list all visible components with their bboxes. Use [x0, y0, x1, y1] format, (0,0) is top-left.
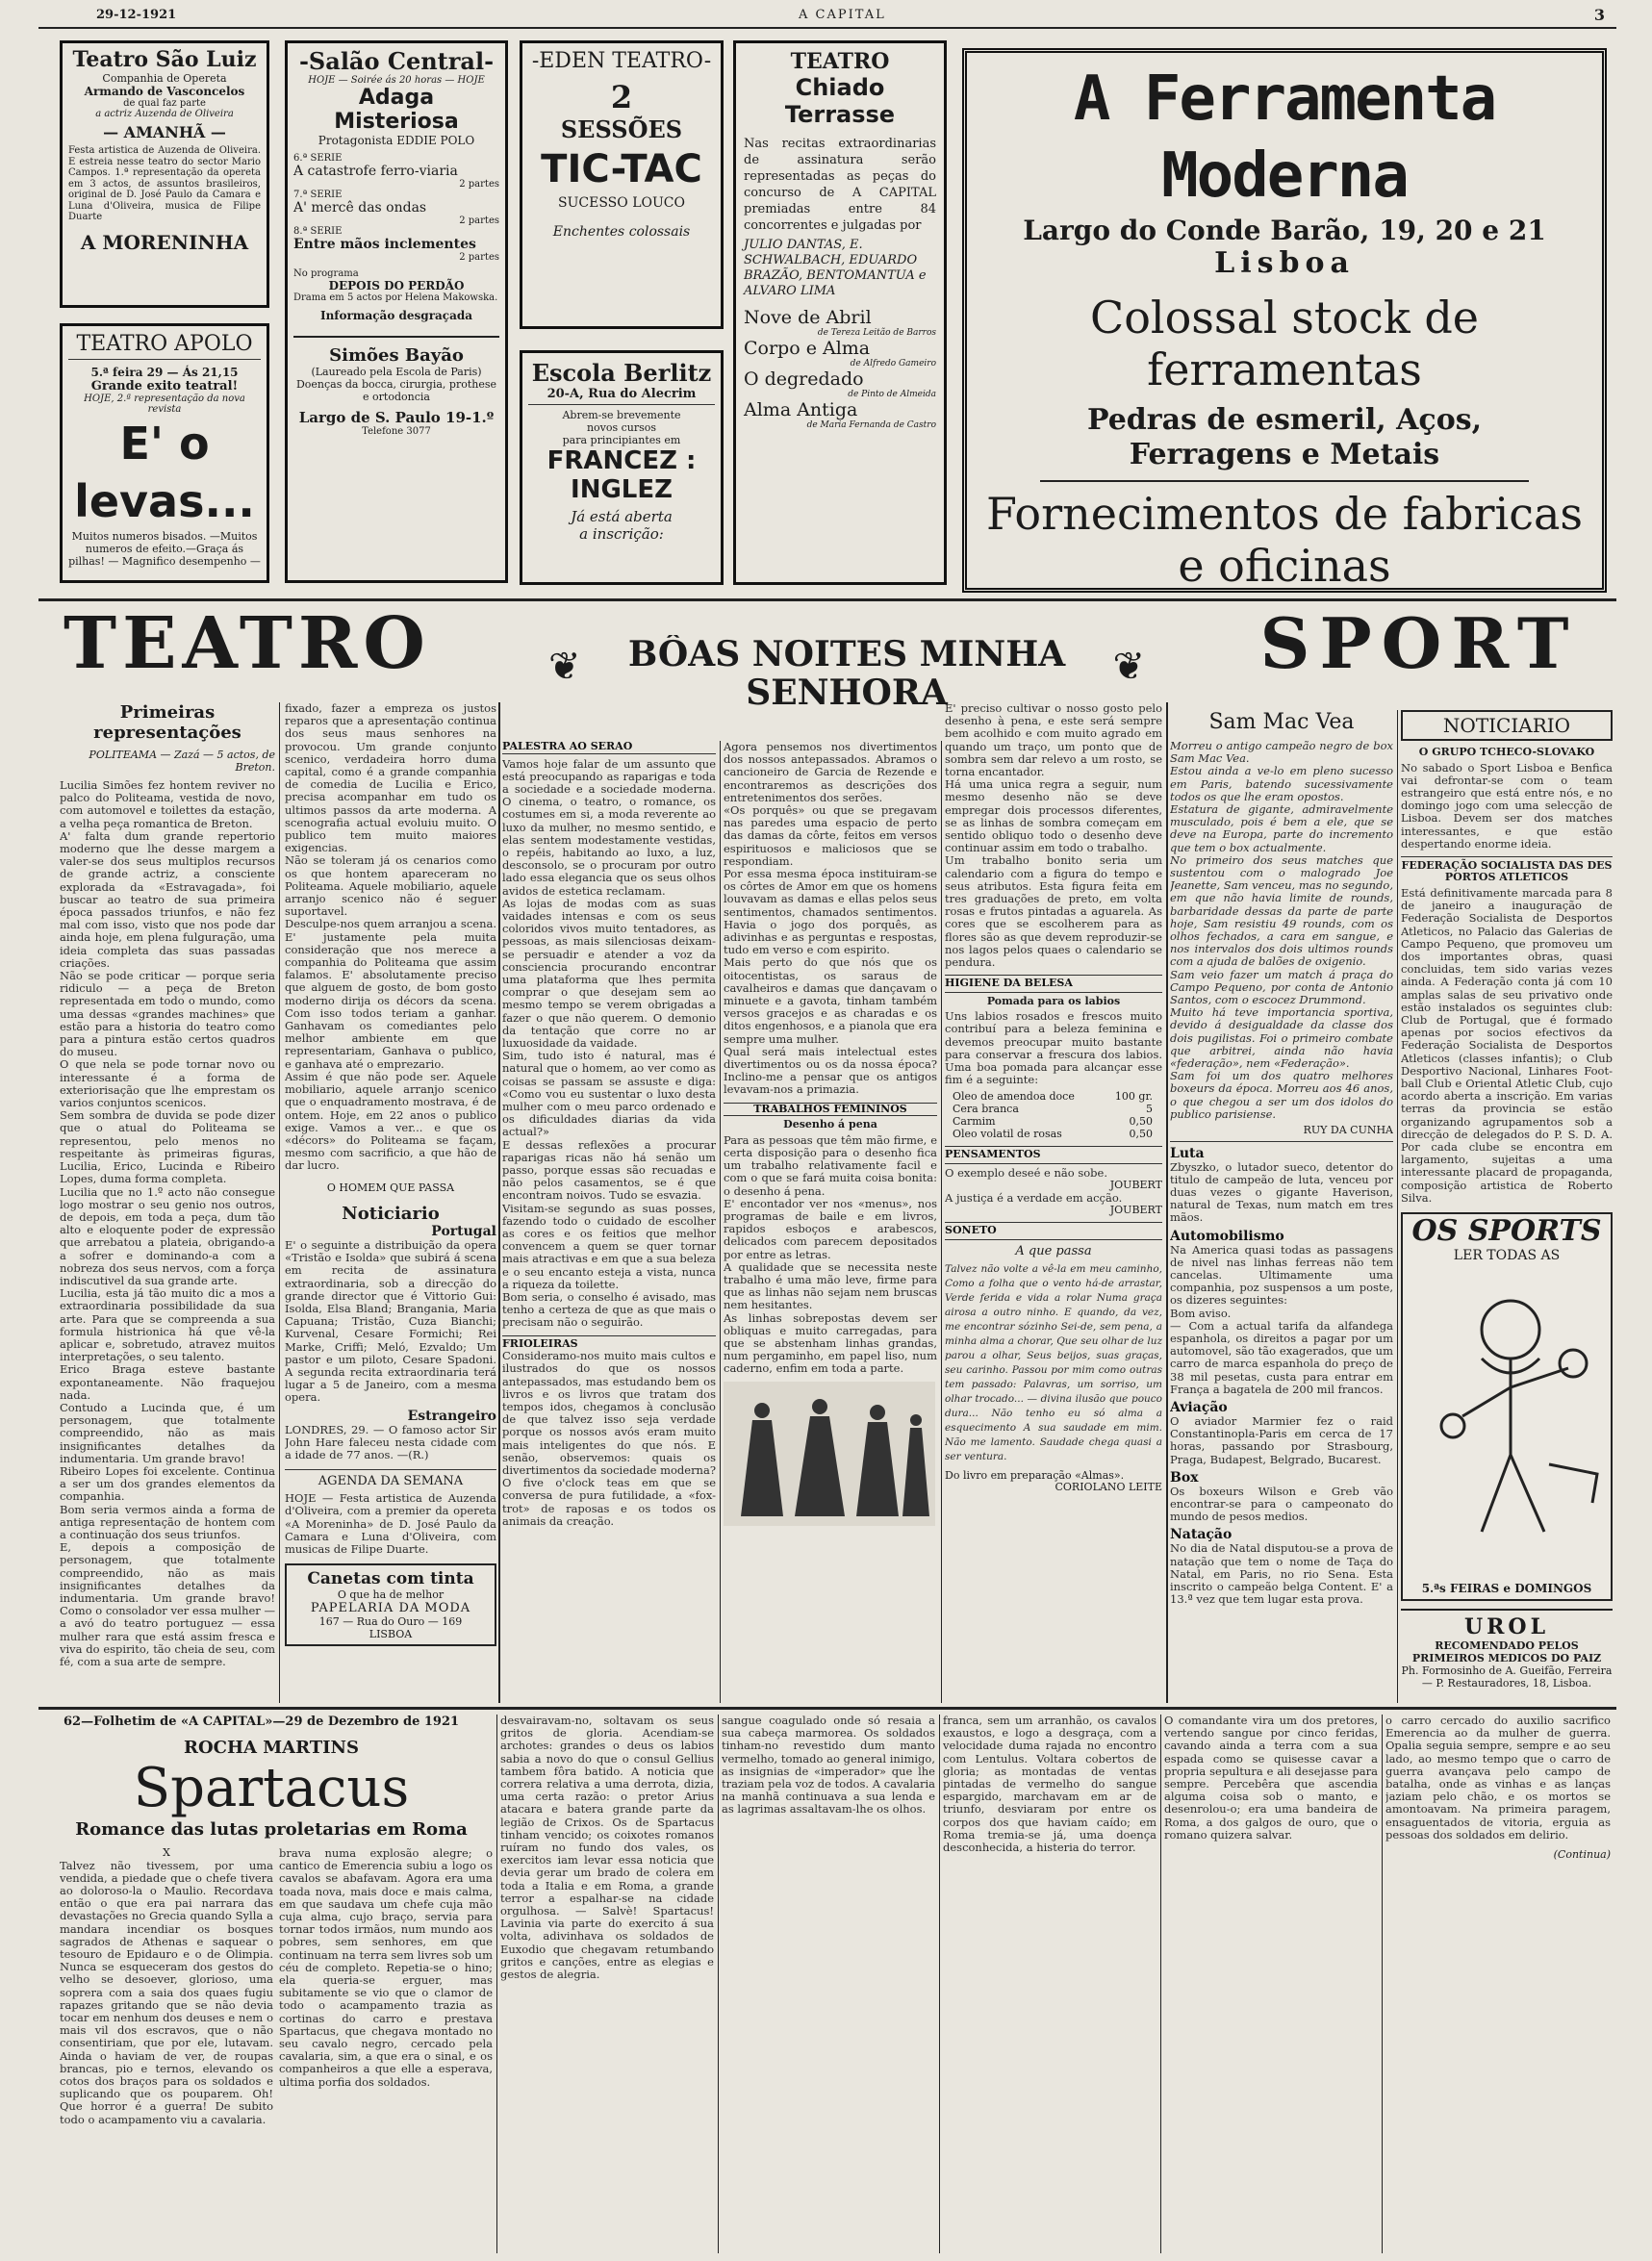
salao-parts-3: 2 partes — [459, 252, 499, 263]
salao-star: Protagonista EDDIE POLO — [318, 134, 475, 147]
teatro-p6: Lucilia que no 1.º acto não consegue logo mostrar o seu genio nos outros, de depois, em toda a peça, dum tão alto e eloquente poder de expressão que arrebatou a plateia, obrigando-a a sofrer e dominando-a com a nobreza dos seus nervos, com a força indiscutivel da sua grande arte. — [60, 1184, 275, 1287]
folhetim-c3: desvairavam-no, soltavam os seus gritos de gloria. Acendiam-se archotes: grandes o deus os labios sabia a novo do que o consul Gellius tambem fôra batido. A noticia que correra relativa a uma derrota, dizia, uma certa razão: o pretor Arius atacara e batera grande parte da legião de Crixos. Os de Spartacus tinham vencido; os coixotes romanos ruíram no fundo dos vales, os exercitos iam levar essa noticia que devia gerar um brado de colera em toda a Italia e em Roma, a grande terror a espalhar-se na cidade orgulhosa. — Salvè! Spartacus! Lavinia via parte do exercito á sua volta, adivinhava os soldados de Euxodio que chegavam retumbando gritos e canções, entre as elegias e gestos de alegria. — [500, 1715, 714, 1982]
salao-s7t: A' mercê das ondas — [293, 200, 427, 216]
canetas-line3: 167 — Rua do Ouro — 169 — [318, 1615, 463, 1629]
folhetim-header: 62—Folhetim de «A CAPITAL»—29 de Dezembro de 1921 — [64, 1715, 460, 1729]
sao-luiz-note1: de qual faz parte — [123, 98, 206, 109]
sport-fed-p: Está definitivamente marcada para 8 de janeiro a inauguração de Federação Socialista de Desportos Atleticos, no Palacio das Galerias de Campo Pequeno, que promoveu um dos importantes obras, quasi concluidas, tem sido varias vezes ainda. A Federação conta já com 10 amplas salas de seu privativo onde estão instalados os seguintes club: Club de Portugal, que é formado apenas por socios efectivos da Federação Socialista de Desportos Atleticos (classes infantis); o Club Desportivo Nacional, Linhares Foot-ball Club e Oriental Atletic Club, cujo acordo aberta a inscrição. Em varias terras da provincia se estão organizando agrupamentos sob a direcção de delegados do P. S. D. A. Por cada clube se encontra em largamento, sujeitas a uma interessante placard de propaganda, composição artistica de Roberto Silva. — [1401, 885, 1613, 1205]
sport-grupo-p: No sabado o Sport Lisboa e Benfica vai defrontar-se com o team estrangeiro que está entre nós, e no domingo jogo com uma selecção de Lisboa. Devem ser dos matches interessantes, e que estão despertando enorme ideia. — [1401, 760, 1613, 851]
boas-livro: Do livro em preparação «Almas». — [945, 1468, 1125, 1482]
teatro-p11: Bom seria vermos ainda a forma de antiga representação de hontem com a continuação dos seus triunfos. — [60, 1502, 275, 1541]
sportsman-illustration — [1405, 1272, 1611, 1561]
sport-fed-title: FEDERAÇÃO SOCIALISTA DAS DES PORTOS ATLETICOS — [1401, 856, 1613, 884]
folhetim-author: ROCHA MARTINS — [183, 1738, 359, 1758]
sport-sam-p5: Sam veio fazer um match á praça do Campo Pequeno, por conta de Antonio Santos, com o escocez Drummond. — [1170, 967, 1393, 1007]
salao-parts-1: 2 partes — [459, 179, 499, 190]
ad-chiado-terrasse — [733, 40, 947, 585]
salao-prog-desc: Drama em 5 actos por Helena Makowska. — [293, 292, 498, 303]
berlitz-l1: Abrem-se brevemente — [562, 409, 681, 421]
boas-p7: Consideramo-nos muito mais cultos e ilustrados do que os nossos antepassados, mas estudando bem os livros e os livros que tratam dos tempos idos, chegamos à conclusão de que talvez isso seja verdade porque os nossos avós eram muito mais inteligentes do que nós. E senão, observemos: quais os divertimentos da sociedade moderna? O five o'clock teas em que se conversa de pura futilidade, a «fox-trot» de raposas e os todos os animais da creação. — [502, 1349, 716, 1528]
teatro-p19: HOJE — Festa artistica de Auzenda d'Oliveira, com a premier da opereta «A Moreninha» de D. José Paulo da Camara e Luna d'Oliveira, com musicas de Filipe Duarte. — [285, 1491, 496, 1557]
boas-trabalhos-title: TRABALHOS FEMININOS — [724, 1103, 937, 1117]
teatro-homem-que-passa: O HOMEM QUE PASSA — [326, 1181, 455, 1194]
boas-p2: As lojas de modas com as suas vaidades intensas e com os seus coloridos vivos muito tentadores, as pessoas, as mais silenciosas deixam-se persuadir e atender a voz da consciencia procurando encontrar uma plataforma que lhes permita comprar o que desejam sem ao mesmo tempo se verem obrigadas a fazer o que não querem. O demonio da tentação que corre no ar luxuosidade da vaidade. — [502, 896, 716, 1050]
teatro-p12: E, depois a composição de personagem, que totalmente compreendido, não as mais insignificantes detalhes da indumentaria. Um grande bravo! Como o consolador ver essa mulher — a avó do teatro portuguez — essa mulher rara que está assim fresca e viva do espirito, tão cheia de seu, com fé, com a sua arte de sempre. — [60, 1540, 275, 1669]
teatro-p14: Não se toleram já os cenarios como os que hontem apareceram no Politeama. Aquele mobiliario, aquele arranjo scenico não é seguer suportavel. — [285, 853, 496, 919]
chiado-play-1: Nove de Abril — [744, 307, 872, 328]
apolo-title: TEATRO APOLO — [68, 332, 261, 360]
divider-ads — [38, 598, 1616, 601]
salao-info: Informação desgraçada — [319, 309, 473, 322]
salao-title: -Salão Central- — [298, 47, 495, 75]
sport-sam-title: Sam Mac Vea — [1208, 710, 1355, 734]
apolo-body: Muitos numeros bisados. —Muitos numeros de efeito.—Graça ás pilhas! — Magnifico desempenho — — [68, 530, 261, 568]
divider-folhetim — [38, 1707, 1616, 1710]
divider-folh-5 — [1382, 1715, 1383, 2253]
ad-teatro-sao-luiz — [60, 40, 269, 308]
chiado-name: Chiado Terrasse — [784, 74, 896, 128]
teatro-p17: E' o seguinte a distribuição da opera «Tristão e Isolda» que subirá á scena em recita de assinatura extraordinaria, sob a direcção do grande director que é Vittorio Gui: Isolda, Elsa Bland; Brangania, Maria Capuana; Tristão, Cuza Bianchi; Kurvenal, Cesare Formichi; Rei Marke, Criffi; Meló, Ezvaldo; Um pastor e um piloto, Cesare Spadoni. A segunda recita extraordinaria terá lugar a 5 de Janeiro, com a mesma opera. — [285, 1238, 496, 1405]
berlitz-l2: novos cursos — [586, 421, 657, 434]
poster-line1: OS SPORTS — [1411, 1214, 1602, 1248]
folhetim-col-3 — [500, 1715, 714, 2253]
teatro-p13: fixado, fazer a empreza os justos reparos que a apresentação continua dos seus maus senhores na provocou. Um grande conjunto scenico, verdadeira horro duma capital, como é a grande companhia de comedia de Lucilia e Erico, precisa acompanhar em tudo os ultimos passos da arte moderna. A scenografia actual evoluiu muito. O publico tem muito maiores exigencias. — [285, 702, 496, 855]
chiado-author-1: de Tereza Leitão de Barros — [817, 328, 936, 338]
teatro-p10: Ribeiro Lopes foi excelente. Continua a ser um dos grandes elementos da companhia. — [60, 1463, 275, 1504]
teatro-estrangeiro: Estrangeiro — [407, 1408, 496, 1424]
folhetim-c2: brava numa explosão alegre; o cantico de Emerencia subiu a logo os cavalos se abafavam. Agora era uma toada nova, mais doce e mais calma, em que saudava um chefe cuja mão cuja alma, cujo braço, servia para tornar todos irmãos, num mundo aos pobres, sem senhores, em que continuam na terra sem livres sob um céu de completo. Repetia-se o hino; ela queria-se erguer, mas subitamente se vio que o clamor de todo o acampamento trazia as cortinas do carro e prestava Spartacus, que chegava montado no seu cavalo negro, cercado pela cavalaria, sim, a que era o sinal, e os companheiros a que elle a esperava, ultima porfia dos soldados. — [279, 1847, 493, 2089]
divider-teatro-boas — [498, 702, 500, 1703]
sport-natacao-title: Natação — [1170, 1527, 1233, 1543]
urol-title: UROL — [1463, 1614, 1550, 1639]
teatro-p3: Não se pode criticar — porque seria ridiculo — a peça de Breton representada em todo o mundo, como uma dessas «grandes machines» que estão para a historia do teatro como para a pintura estão certos quadros do museu. — [60, 969, 275, 1059]
eden-number: 2 — [610, 79, 633, 115]
sao-luiz-title: Teatro São Luiz — [72, 47, 257, 72]
divider-folh-1 — [496, 1715, 497, 2253]
sao-luiz-amanha: — AMANHÃ — — [103, 123, 226, 141]
boas-soneto-subtitle: A que passa — [1015, 1243, 1092, 1258]
page-header — [38, 4, 1616, 29]
folhetim-c5: franca, sem um arranhão, os cavalos exaustos, e logo a desgraça, com a velocidade duma rajada no encontro com Lentulus. Voltara cobertos de gloria; as montadas de ventas pintadas de vermelho do sangue espargido, marchavam em ar de triunfo, desviaram por entre os corpos dos que haviam caído; em Roma tremia-se já, uma doença desconhecida, a histeria do terror. — [943, 1715, 1156, 1855]
fashion-illustration — [724, 1382, 935, 1526]
divider-folh-4 — [1160, 1715, 1161, 2253]
berlitz-l3: para principiantes em — [562, 434, 681, 446]
teatro-p7: Lucilia, esta já tão muito dic a mos a extraordinaria possibilidade da sua arte. Para que se compreenda a sua formula histrionica há que vê-la aplicar e, sobretudo, atravez muitos interpretações, o seu talento. — [60, 1286, 275, 1364]
boas-coriolano: CORIOLANO LEITE — [1055, 1481, 1162, 1494]
ingredient-qty: 0,50 — [1129, 1128, 1153, 1141]
folhetim-c6: O comandante vira um dos pretores, vertendo sangue por cinco feridas, cavando ainda a terra com a sua espada como se quisesse cavar a propria sepultura e ali desejasse para sempre. Percebêra que ascendia alguma coisa sob o manto, e desenrolou-o; era uma bandeira de Roma, a dos galgos de ouro, que o romano quizera salvar. — [1164, 1715, 1378, 1842]
chiado-judges: JULIO DANTAS, E. SCHWALBACH, EDUARDO BRAZÃO, BENTOMANTUA e ALVARO LIMA — [744, 238, 927, 298]
boas-frioleiras-title: FRIOLEIRAS — [502, 1335, 716, 1351]
ingredients-list — [953, 1090, 1162, 1140]
divider-folh-3 — [939, 1715, 940, 2253]
divider-teatro-cols — [279, 702, 280, 1703]
chiado-author-3: de Pinto de Almeida — [848, 390, 936, 399]
sport-sam-p2: Estou ainda a ve-lo em pleno sucesso em Paris, batendo sucessivamente todos os que lhe eram opostos. — [1170, 764, 1393, 803]
teatro-p2: A' falta dum grande repertorio moderno que lhe desse margem a valer-se dos seus multiplos recursos de grande actriz, a consciente explorada da «Estravagada», foi buscar ao teatro de sua primeira época passados triunfos, e não fez mal com isso, visto que nos pode dar ainda hoje, em plena fulguração, uma ideia completa das suas passadas criações. — [60, 828, 275, 970]
divider-boas-1 — [720, 741, 721, 1703]
boas-pensamentos-title: PENSAMENTOS — [945, 1146, 1162, 1164]
folhetim-title-block — [60, 1738, 483, 1843]
folhetim-subtitle: Romance das lutas proletarias em Roma — [75, 1819, 468, 1840]
boas-quote-1-author: JOUBERT — [1109, 1179, 1162, 1192]
salao-prog-title: DEPOIS DO PERDÃO — [328, 279, 465, 292]
sport-col-1 — [1170, 710, 1393, 1703]
teatro-title: Primeiras representações — [93, 702, 241, 743]
teatro-agenda-title: AGENDA DA SEMANA — [285, 1469, 496, 1488]
folhetim-chapter: X — [163, 1847, 170, 1859]
bayao-name: Simões Bayão — [329, 345, 464, 366]
banner-teatro: TEATRO — [64, 602, 431, 685]
boas-p13: Para as pessoas que têm mão firme, e certa disposição para o desenho fica um trabalho relativamente facil e com o que se fará muita coisa bonita: o desenho á pena. — [724, 1132, 937, 1198]
banner-ornament-left: ❦ — [548, 645, 581, 689]
teatro-p15: Desculpe-nos quem arranjou a scena. E' justamente pela muita consideração que nos merece a companhia do Politeama que assim falamos. E' absolutamente preciso que alguem de gosto, de bom gosto moderno dirija os décors da scena. Com isso todos teriam a ganhar. Ganhavam os comediantes pelo melhor ambiente em que representariam, Ganhava o publico, e ganhava até o emprezario. — [285, 917, 496, 1071]
boas-col-3 — [945, 702, 1162, 1703]
ingredient-row — [953, 1128, 1162, 1140]
sao-luiz-show: A MORENINHA — [80, 230, 249, 254]
header-page: 3 — [1593, 6, 1605, 24]
ad-salao-central — [285, 40, 508, 583]
canetas-title: Canetas com tinta — [307, 1569, 474, 1589]
chiado-author-4: de Maria Fernanda de Castro — [806, 420, 936, 430]
sport-aviacao-p: O aviador Marmier fez o raid Constantinopla-Paris em cerca de 17 horas, passando por Strasbourg, Praga, Budapest, Belgrado, Bucarest. — [1170, 1414, 1393, 1466]
ferramenta-addr: Largo do Conde Barão, 19, 20 e 21 — [1023, 215, 1546, 246]
ingredient-name: Oleo de amendoa doce — [953, 1090, 1075, 1104]
salao-s8: 8.ª SERIE — [293, 226, 343, 237]
boas-p19: Um trabalho bonito seria um calendario com a figura do tempo e seus atributos. Esta figura feita em tres graduações de preto, em volta rosas e frutos pintadas a aguarela. As cores que se escolherem para as flores são as que devem reproduzir-se nos lagos pelos quaes o calendario se pendura. — [945, 853, 1162, 970]
boas-p8: Agora pensemos nos divertimentos dos nossos antepassados. Abramos o cancioneiro de Garcia de Rezende e encontraremos as descrições dos entretenimentos dos serões. — [724, 741, 937, 804]
boas-p14: E' encontador ver nos «menus», nos programas de baile e em livros, rapidos esboços e arabescos, delicados com parecem depositados por entre as letras. — [724, 1196, 937, 1261]
boas-p3: Sim, tudo isto é natural, mas é natural que o homem, ao ver como as coisas se passam se assuste e diga: «Como vou eu sustentar o luxo desta mulher com o meu parco ordenado e os dificuldades diarias da vida actual?» — [502, 1049, 716, 1139]
boas-p16: As linhas sobrepostas devem ser obliquas e muito carregadas, para que se abstenham linhas grandas, num pergaminho, em papel liso, num caderno, enfim em toda a parte. — [724, 1310, 937, 1376]
canetas-line1: O que ha de melhor — [337, 1588, 445, 1602]
teatro-p5: Sem sombra de duvida se pode dizer que o atual do Politeama se representou, pelo menos no respeitante às primeiras figuras, Lucilia, Erico, Lucinda e Ribeiro Lopes, duma forma completa. — [60, 1108, 275, 1186]
sport-sam-p7: Sam foi um dos quatro melhores boxeurs da época. Morreu aos 46 anos, o que chegou a ser um dos idolos do publico parisiense. — [1170, 1069, 1393, 1121]
sao-luiz-company: Companhia de Opereta — [102, 72, 227, 85]
teatro-portugal: Portugal — [431, 1224, 496, 1240]
sao-luiz-note2: a actriz Auzenda de Oliveira — [95, 109, 234, 119]
boas-quote-1: O exemplo deseé e não sobe. — [945, 1165, 1107, 1180]
folhetim-col-5 — [943, 1715, 1156, 2253]
folhetim-c7: o carro cercado do auxilio sacrifico Emerencia ao da mulher de guerra. Opalia seguia sempre, sempre e ao seu lado, ao mesmo tempo que o carro de guerra avançava pelo campo de batalha, onde as vinhas e as lanças jaziam pelo chão, e os mortos se amontoavam. Na primeira paragem, ensaguentados de vitoria, erguia as pessoas dos soldados em delirio. — [1385, 1715, 1611, 1842]
urol-line2: Ph. Formosinho de A. Gueifão, Ferreira — P. Restauradores, 18, Lisboa. — [1401, 1664, 1613, 1689]
banner-ornament-right: ❦ — [1112, 645, 1145, 689]
sport-luta-title: Luta — [1170, 1141, 1393, 1161]
chiado-play-3: O degredado — [744, 368, 864, 390]
apolo-line3: HOJE, 2.ª representação da nova revista — [84, 394, 245, 415]
boas-p15: A qualidade que se necessita neste trabalho é uma mão leve, firme para que as linhas não sejam nem bruscas nem hesitantes. — [724, 1259, 937, 1312]
teatro-p8: Erico Braga esteve bastante expontaneamente. Não fraquejou nada. — [60, 1362, 275, 1402]
salao-s7: 7.ª SERIE — [293, 190, 343, 200]
sao-luiz-director: Armando de Vasconcelos — [84, 85, 245, 98]
sport-auto-p2: Bom aviso. — [1170, 1306, 1232, 1320]
sport-noticiario-title: NOTICIARIO — [1401, 710, 1613, 741]
ferramenta-city: Lisboa — [1214, 246, 1355, 280]
header-date: 29-12-1921 — [96, 8, 177, 22]
bayao-cred: (Laureado pela Escola de Paris) — [311, 366, 482, 378]
folhetim-c1: Talvez não tivessem, por uma vendida, a piedade que o chefe tivera ao doloroso-la o Maulio. Recordava então o que era pai narrara das devastações no Grecia quando Sylla a mandara incendiar os bosques sagrados de Athenas e saquear o tesouro de Epidauro e o de Olimpia. Nunca se esqueceram dos gestos do velho se desoever, glorioso, uma soprera com a saia dos quaes fugiu rapazes gritando que se não devia tocar em nenhum dos deuses e nem o mais vil dos escravos, que o não consentiriam, que por ele, lutavam. Ainda o haviam de ver, de roupas brancas, pio e ternos, elevando os cotos dos braços para os soldados e suplicando que os pouparem. Oh! Que horror é a guerra! De subito todo o acampamento viu a cavalaria. — [60, 1858, 273, 2126]
banner-boas-text: BÔAS NOITES MINHA SENHORA — [627, 635, 1066, 713]
berlitz-l4: FRANCEZ : — [546, 446, 697, 475]
folhetim-c4: sangue coagulado onde só resaia a sua cabeça marmorea. Os soldados tinham-no revestido dum manto vermelho, tomado ao general inimigo, as insignias de «imperador» que lhe traziam pela voz de todos. A cavalaria na manhã continuava a sua lenda e as lagrimas assaltavam-lhe os olhos. — [722, 1715, 935, 1816]
boas-p9: «Os porquês» ou que se pregavam nas paredes uma espacio de perto das damas da côrte, feitos em versos espirituosos e maliciosos que se respondiam. — [724, 803, 937, 868]
boas-p11: Mais perto do que nós que os oitocentistas, os saraus de cavalheiros e damas que dançavam o minuete e a gavota, tinham também versos gracejos e as charadas e os ditos engenhosos, e a pianola que era sempre uma mulher. — [724, 955, 937, 1046]
eden-sessions: SESSÕES — [560, 115, 683, 143]
folhetim-col-4 — [722, 1715, 935, 2253]
boas-col-1 — [502, 741, 716, 1703]
ferramenta-title: A Ferramenta Moderna — [1073, 64, 1496, 212]
boas-col-2 — [724, 741, 937, 1703]
folhetim-col-6 — [1164, 1715, 1378, 2253]
boas-p12: Qual será mais intelectual estes divertimentos ou os da nossa época? Inclino-me a pensar que os antigos levavam-nos a primazia. — [724, 1044, 937, 1097]
salao-prog: No programa — [293, 268, 359, 279]
poster-line3: 5.ªs FEIRAS e DOMINGOS — [1421, 1582, 1592, 1595]
sport-luta-p: Zbyszko, o lutador sueco, detentor do titulo de campeão de luta, venceu por duas vezes o gigante Haverison, natural de Texas, num match em tres mãos. — [1170, 1159, 1393, 1225]
boas-quote-2: A justiça é a verdade em acção. — [945, 1190, 1123, 1205]
berlitz-l5: INGLEZ — [571, 475, 673, 504]
teatro-p4: O que nela se pode tornar novo ou interessante é a forma de exteriorisação que lhe emprestam os varios conjuntos scenicos. — [60, 1057, 275, 1110]
divider-boas-sport — [1166, 702, 1168, 1703]
ingredient-qty: 100 gr. — [1114, 1090, 1153, 1104]
ad-teatro-apolo — [60, 323, 269, 583]
banner-sport: SPORT — [1259, 602, 1579, 684]
boas-p6: Bom seria, o conselho é avisado, mas tenho a certeza de que as que mais o precisam não o seguirão. — [502, 1290, 716, 1330]
boas-palestra-title: PALESTRA AO SERÃO — [502, 741, 716, 754]
chiado-author-2: de Alfredo Gameiro — [850, 359, 936, 368]
sport-auto-p3: — Com a actual tarifa da alfandega espanhola, os direitos a pagar por um automovel, são tão exagerados, que um carro de marca espanhola do preço de 38 mil pesetas, custa para entrar em França a bagatela de 200 mil francos. — [1170, 1318, 1393, 1396]
apolo-line1: 5.ª feira 29 — Ás 21,15 — [90, 366, 239, 379]
sport-col-2 — [1401, 710, 1613, 1703]
ingredient-row — [953, 1115, 1162, 1128]
chiado-body: Nas recitas extraordinarias de assinatura serão representadas as peças do concurso de A CAPITAL premiadas entre 84 concorrentes e julgadas por — [744, 137, 936, 233]
teatro-sub: POLITEAMA — Zazá — 5 actos, de Breton. — [89, 749, 275, 774]
sport-box-p: Os boxeurs Wilson e Greb vão encontrar-se para o campeonato do mundo de pesos medios. — [1170, 1484, 1393, 1524]
ad-escola-berlitz — [520, 350, 724, 585]
boas-desenho-title: Desenho á pena — [783, 1118, 877, 1131]
ingredient-name: Carmim — [953, 1115, 996, 1129]
folhetim-col-2 — [279, 1847, 493, 2251]
eden-show: TIC-TAC — [541, 147, 702, 191]
salao-s8t: Entre mãos inclementes — [293, 237, 476, 252]
sport-auto-title: Automobilismo — [1170, 1228, 1284, 1244]
sport-sam-p4: No primeiro dos seus matches que sustentou com o malogrado Joe Jeanette, Sam venceu, mas no segundo, em que não havia limite de rounds, barbaridade dessas da parte de parte hoje, Sam resistiu 49 rounds, com os olhos fechados, a cara em sangue, e nos intervalos dos dois ultimos rounds com a ajuda de balões de oxigenio. — [1170, 852, 1393, 969]
salao-s6: 6.ª SERIE — [293, 153, 343, 164]
teatro-col-2 — [285, 702, 496, 1703]
ferramenta-items: Pedras de esmeril, Aços, Ferragens e Metais — [1086, 403, 1483, 471]
boas-p4: E dessas reflexões a procurar raparigas ricas não há senão um passo, porque essas são recuadas e não pelos casamentos, se é que encontram noivos. Tudo se esvazia. — [502, 1137, 716, 1203]
teatro-p1: Lucilia Simões fez hontem reviver no palco do Politeama, vestida de novo, com automovel e toilettes da estação, a velha peça romantica de Breton. — [60, 778, 275, 830]
boas-p1: Vamos hoje falar de um assunto que está preocupando as raparigas e toda a sociedade e a sociedade moderna. O cinema, o teatro, o romance, os costumes em si, a moda reverente ao luxo da mulher, no mesmo sentido, e elas sentem modestamente vestidas, o repéis, habitando ao luxo, a luz, desconsolo, se o procuram por outro lado essa elegancia que os seus olhos avidos de estetica reclamam. — [502, 756, 716, 898]
apolo-show: E' o levas... — [74, 418, 255, 527]
ad-ferramenta-moderna — [962, 48, 1607, 593]
ferramenta-fornecimentos: Fornecimentos de fabricas e oficinas — [986, 488, 1583, 592]
boas-quote-2-author: JOUBERT — [1109, 1203, 1162, 1216]
ingredient-qty: 5 — [1146, 1103, 1153, 1116]
divider-sport — [1397, 710, 1398, 1703]
boas-p17: E' preciso cultivar o nosso gosto pelo desenho à pena, e este será sempre bem acolhido e com muito agrado em quando um traço, um ponto que de sombra sem dar relevo a um rosto, se torna encantador. — [945, 702, 1162, 779]
canetas-line2: PAPELARIA DA MODA — [310, 1601, 471, 1616]
sport-sam-p6: Muito há teve importancia sportiva, devido á desigualdade da classe dos dois pugilistas. Foi o primeiro combate que arbitrei, ainda não havia «federação», nem «Federação». — [1170, 1005, 1393, 1071]
sport-auto-p1: Na America quasi todas as passagens de nivel nas linhas ferreas não tem cancelas. Ultimamente uma companhia, poz suspensos a um poste, os dizeres seguintes: — [1170, 1242, 1393, 1308]
sport-natacao-p: No dia de Natal disputou-se a prova de natação que tem o nome de Taça do Natal, em Paris, no rio Sena. Esta inscrito o campeão belga Content. E' a 13.ª vez que tem lugar esta prova. — [1170, 1541, 1393, 1607]
boas-p20: Uns labios rosados e frescos muito contribuí para a beleza feminina e devemos preocupar muito bastante para conservar a frescura dos labios. Uma boa pomada para alcançar esse fim é a seguinte: — [945, 1009, 1162, 1087]
teatro-p9: Contudo a Lucinda que, é um personagem, que totalmente compreendido, não as mais insignificantes detalhes da indumentaria. Um grande bravo! — [60, 1400, 275, 1465]
folhetim-continua: (Continua) — [1553, 1848, 1611, 1862]
boas-p18: Há uma unica regra a seguir, num mesmo desenho não se deve empregar dois processos diferentes, se as linhas de sombra começam em sentido obliquo todo o desenho deve continuar assim em todo o trabalho. — [945, 777, 1162, 855]
boas-p10: Por essa mesma época instituiram-se os côrtes de Amor em que os homens louvavam as damas e ellas pelos seus sentimentos, chamados sentimentos. Havia o jogo dos porquês, as adivinhas e as perguntas e respostas, tudo em verso e com espirito. — [724, 867, 937, 957]
eden-title: -EDEN TEATRO- — [531, 49, 712, 73]
boas-soneto-title: SONETO — [945, 1222, 1162, 1240]
chiado-play-2: Corpo e Alma — [744, 338, 871, 359]
salao-s6t: A catastrofe ferro-viaria — [293, 164, 458, 179]
teatro-p18: LONDRES, 29. — O famoso actor Sir John Hare faleceu nesta cidade com a idade de 77 anos. —(R.) — [285, 1422, 496, 1462]
urol-line1: RECOMENDADO PELOS PRIMEIROS MEDICOS DO PAIZ — [1411, 1639, 1602, 1664]
divider-boas-2 — [941, 741, 942, 1703]
bayao-tel: Telefone 3077 — [362, 426, 431, 437]
chiado-title: TEATRO — [790, 49, 890, 74]
folhetim-col-1 — [60, 1847, 273, 2251]
eden-sub: SUCESSO LOUCO — [558, 195, 685, 211]
ingredient-row — [953, 1090, 1162, 1103]
ingredient-name: Oleo volatil de rosas — [953, 1128, 1062, 1141]
ad-canetas — [285, 1563, 496, 1646]
berlitz-l7: a inscrição: — [579, 525, 664, 543]
sport-sam-p1: Morreu o antigo campeão negro de box Sam Mac Vea. — [1170, 739, 1393, 766]
teatro-col-1 — [60, 702, 275, 1703]
sport-ruy: RUY DA CUNHA — [1303, 1124, 1393, 1137]
berlitz-l6: Já está aberta — [571, 508, 673, 525]
header-paper: A CAPITAL — [799, 8, 886, 22]
bayao-addr: Largo de S. Paulo 19-1.º — [298, 409, 495, 426]
ad-urol — [1401, 1609, 1613, 1689]
salao-line1: HOJE — Soirée ás 20 horas — HOJE — [308, 75, 485, 86]
berlitz-title: Escola Berlitz — [531, 359, 712, 387]
sport-box-title: Box — [1170, 1469, 1199, 1486]
poster-line2: LER TODAS AS — [1453, 1248, 1561, 1263]
ad-eden-teatro — [520, 40, 724, 329]
divider-folh-2 — [718, 1715, 719, 2253]
ingredient-name: Cera branca — [953, 1103, 1019, 1116]
salao-parts-2: 2 partes — [459, 216, 499, 226]
boas-pomada-title: Pomada para os labios — [986, 994, 1121, 1007]
sport-grupo-title: O GRUPO TCHECO-SLOVAKO — [1418, 746, 1595, 758]
sport-aviacao-title: Aviação — [1170, 1400, 1228, 1416]
eden-foot: Enchentes colossais — [552, 224, 691, 240]
boas-sonnet: Talvez não volte a vê-la em meu caminho, Como a folha que o vento há-de arrastar, Verde ferida e vida a rolar Numa graça airosa a outro ninho. E quando, da vez, me encontrar sózinho Sei-de, sem pena, a minha alma a chorar, Que seu olhar de luz parou a olhar, Seus beijos, suas graças, seu carinho. Passou por mim como outras tem passado: Palavras, um sorriso, um olhar trocado... — divina ilusão que pouco dura... Não tenho eu só alma a esquecimento A sua saudade em mim. Não me lamento. Saudade chega quasi a ser ventura. — [945, 1262, 1162, 1462]
ingredient-qty: 0,50 — [1129, 1115, 1153, 1129]
teatro-p16: Assim é que não pode ser. Aquele mobiliario, aquele arranjo scenico que o enquadramento mostrava, é de ontem. Hoje, em 22 anos o publico exige. Vamos a ver... e que os «décors» do Politeama se façam, mesmo com sacrificio, a que hão de dar lucro. — [285, 1069, 496, 1173]
apolo-line2: Grande exito teatral! — [90, 379, 239, 394]
berlitz-addr: 20-A, Rua do Alecrim — [528, 387, 715, 405]
bayao-spec: Doenças da bocca, cirurgia, prothese e ortodoncia — [295, 378, 496, 403]
ingredient-row — [953, 1103, 1162, 1115]
boas-p5: Visitam-se segundo as suas posses, fazendo todo o cuidado de escolher as cores e os feitios que melhor convencem a quem se quer tornar mais atractivas e em que a sua beleza e o seu encanto esteja a vista, nunca a riqueza da toilette. — [502, 1201, 716, 1291]
sao-luiz-body: Festa artistica de Auzenda de Oliveira. E estreia nesse teatro do sector Mario Campos. 1.ª representação da opereta em 3 actos, de assuntos brasileiros, original de D. José Paulo da Camara e Luna d'Oliveira, musica de Filipe Duarte — [68, 145, 261, 222]
canetas-line4: LISBOA — [369, 1628, 413, 1641]
teatro-noticiario-title: Noticiario — [342, 1204, 440, 1225]
boas-higiene-title: HIGIENE DA BELESA — [945, 975, 1162, 993]
ad-os-sports — [1401, 1212, 1613, 1601]
folhetim-col-7 — [1385, 1715, 1611, 2253]
ferramenta-stock: Colossal stock de ferramentas — [1090, 292, 1479, 395]
salao-film: Adaga Misteriosa — [334, 86, 459, 134]
folhetim-title: Spartacus — [133, 1757, 410, 1819]
sport-sam-p3: Estatura de gigante, admiravelmente musculado, pois é bem a ele, que se deve na Europa, parte do incremento que tem o box actualmente. — [1170, 802, 1393, 854]
chiado-play-4: Alma Antiga — [744, 399, 858, 420]
